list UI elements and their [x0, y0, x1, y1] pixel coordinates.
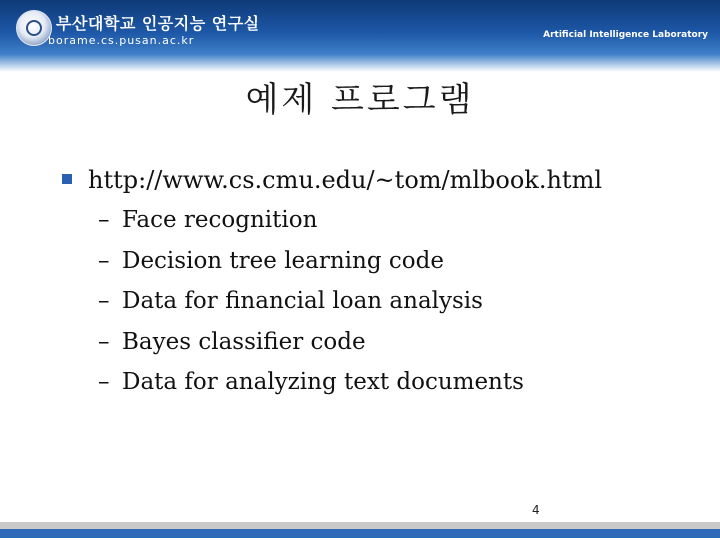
dash-marker: –	[98, 288, 110, 314]
dash-marker: –	[98, 369, 110, 395]
lab-name-english: Artificial Intelligence Laboratory	[543, 30, 708, 40]
dash-marker: –	[98, 328, 110, 355]
slide-content	[60, 160, 700, 403]
footer-line-blue	[0, 529, 720, 538]
dash-marker: –	[98, 247, 110, 274]
page-number: 4	[532, 503, 540, 517]
square-bullet-icon	[62, 174, 72, 184]
sub-item	[60, 241, 700, 282]
dash-marker: –	[98, 207, 110, 233]
bullet-item	[60, 160, 700, 200]
slide-title: 예제 프로그램	[245, 80, 475, 120]
sub-item	[60, 322, 700, 363]
sub-item	[60, 200, 700, 241]
sub-item-text: Face recognition	[122, 207, 318, 233]
header-banner	[0, 0, 720, 72]
bullet-url: http://www.cs.cmu.edu/~tom/mlbook.html	[88, 166, 603, 194]
lab-name-korean: 부산대학교 인공지능 연구실	[56, 14, 260, 33]
footer-bar	[0, 522, 720, 540]
sub-item	[60, 362, 700, 403]
sub-item-text: Decision tree learning code	[122, 247, 444, 274]
university-seal-icon	[16, 10, 52, 46]
sub-item	[60, 281, 700, 322]
sub-item-text: Data for financial loan analysis	[122, 288, 483, 314]
sub-item-text: Bayes classifier code	[122, 328, 366, 355]
footer-line-gray	[0, 522, 720, 529]
lab-url: borame.cs.pusan.ac.kr	[48, 34, 195, 47]
sub-item-text: Data for analyzing text documents	[122, 369, 524, 395]
